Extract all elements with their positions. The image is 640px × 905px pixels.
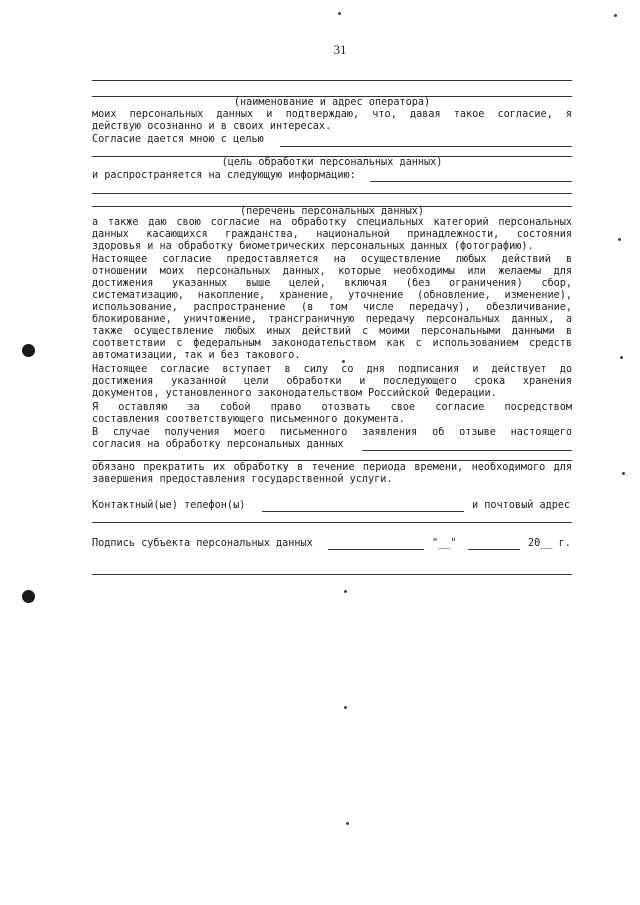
purpose-caption: (цель обработки персональных данных) <box>221 157 443 168</box>
special-line-3: здоровья и на обработку биометрических персональных данных (фотографию). <box>92 241 534 252</box>
operator-caption: (наименование и адрес оператора) <box>233 97 431 108</box>
purpose-field <box>280 146 572 147</box>
revoke-line-2: составления соответствующего письменного документа. <box>92 414 405 425</box>
withdraw-field <box>362 450 572 451</box>
scan-speck <box>346 822 349 825</box>
actions-line-2: отношении моих персональных данных, которые необходимы или желаемы для <box>92 266 572 277</box>
page-number: 31 <box>333 42 347 57</box>
actions-line-6: блокирование, уничтожение, трансграничную передачу персональных данных, а <box>92 314 572 325</box>
address-field <box>92 522 572 523</box>
list-caption: (перечень персональных данных) <box>239 206 424 217</box>
scan-speck <box>344 590 347 593</box>
scan-speck <box>338 12 341 15</box>
signature-label: Подпись субъекта персональных данных <box>92 538 313 549</box>
actions-line-9: автоматизации, так и без такового. <box>92 350 301 361</box>
scan-speck <box>618 238 621 241</box>
date-year: 20__ г. <box>528 538 571 549</box>
date-day: "__" <box>432 538 457 549</box>
actions-line-1: Настоящее согласие предоставляется на осуществление любых действий в <box>92 254 572 265</box>
consent-line-2: действую осознанно и в своих интересах. <box>92 121 332 132</box>
special-line-1: а также даю свою согласие на обработку специальных категорий персональных <box>92 217 572 228</box>
info-field <box>370 181 572 182</box>
obligation-line-2: завершения предоставления государственной услуги. <box>92 474 393 485</box>
punch-hole-top <box>22 344 35 357</box>
purpose-label: Согласие дается мною с целью <box>92 134 264 145</box>
validity-line-3: документов, установленного законодательством Российской Федерации. <box>92 388 497 399</box>
scan-speck <box>620 356 623 359</box>
withdraw-line-2: согласия на обработку персональных данных <box>92 439 344 450</box>
operator-line-1 <box>92 80 572 81</box>
scan-speck <box>342 360 345 363</box>
actions-line-4: систематизацию, накопление, хранение, уточнение (обновление, изменение), <box>92 290 572 301</box>
actions-line-5: использование, распространение (в том числе передачу), обезличивание, <box>92 302 572 313</box>
withdraw-line-3 <box>92 460 572 461</box>
revoke-line-1: Я оставляю за собой право отозвать свое согласие посредством <box>92 402 572 413</box>
date-month-field <box>468 549 520 550</box>
special-line-2: данных касающихся гражданства, национальной принадлежности, состояния <box>92 229 572 240</box>
phone-label: Контактный(ые) телефон(ы) <box>92 500 246 511</box>
validity-line-2: достижения указанной цели обработки и последующего срока хранения <box>92 376 572 387</box>
phone-field <box>262 511 464 512</box>
signature-field <box>328 549 424 550</box>
actions-line-8: соответствии с федеральным законодательством как с использованием средств <box>92 338 572 349</box>
address-label: и почтовый адрес <box>472 500 571 511</box>
scan-speck <box>614 14 617 17</box>
scan-speck <box>344 706 347 709</box>
withdraw-line-1: В случае получения моего письменного заявления об отзыве настоящего <box>92 427 572 438</box>
bottom-line <box>92 574 572 575</box>
obligation-line-1: обязано прекратить их обработку в течение периода времени, необходимого для <box>92 462 572 473</box>
info-line-2 <box>92 193 572 194</box>
scan-speck <box>622 472 625 475</box>
actions-line-7: также осуществление любых иных действий с моими персональными данными в <box>92 326 572 337</box>
punch-hole-bottom <box>22 590 35 603</box>
info-label: и распространяется на следующую информацию: <box>92 170 356 181</box>
actions-line-3: достижения указанных выше целей, включая (без ограничения) сбор, <box>92 278 572 289</box>
consent-line-1: моих персональных данных и подтверждаю, что, давая такое согласие, я <box>92 109 572 120</box>
validity-line-1: Настоящее согласие вступает в силу со дня подписания и действует до <box>92 364 572 375</box>
